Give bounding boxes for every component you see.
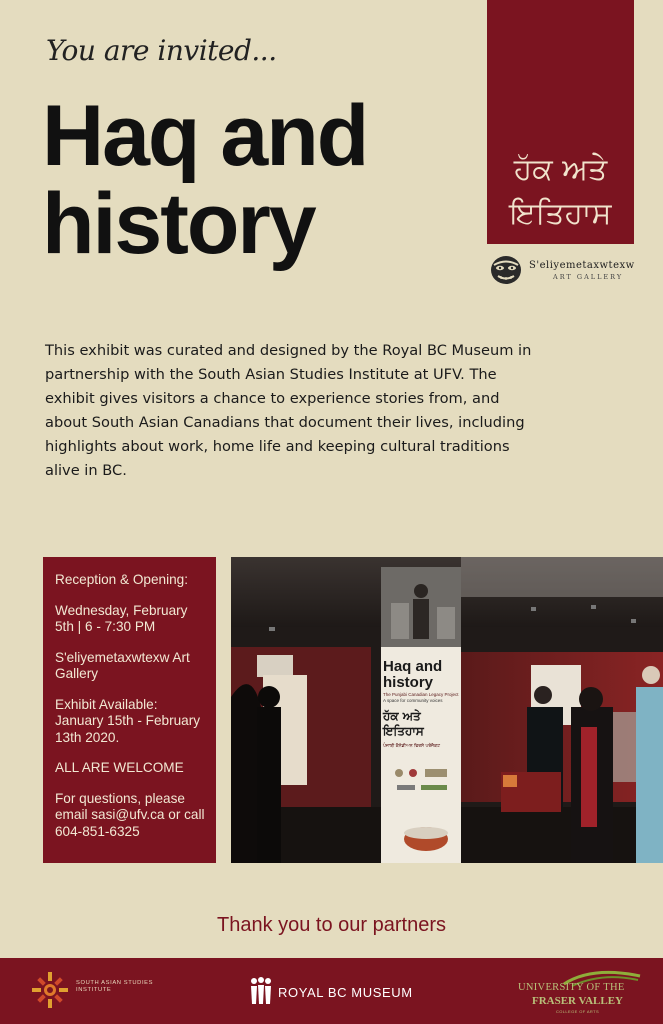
welcome-text: ALL ARE WELCOME [55,760,184,775]
gallery-logo [489,254,649,288]
banner-punjabi-1: ਹੱਕ ਅਤੇ [383,709,421,723]
gallery-name: S'eliyemetaxwtexw [529,260,635,271]
event-date: Wednesday, February 5th | 6 - 7:30 PM [55,602,188,634]
partners-heading: Thank you to our partners [216,914,446,936]
mask-icon [489,254,523,286]
exhibit-photo-scene [231,557,663,863]
sasi-name: SOUTH ASIAN STUDIES INSTITUTE [76,980,154,993]
gallery-sub: ART GALLERY [553,273,624,281]
exhibit-availability: Exhibit Available: January 15th - February 13th 2020. [55,696,201,745]
ufv-line-2: FRASER VALLEY [532,995,623,1007]
banner-sub-1: The Punjabi Canadian Legacy Project [383,692,459,697]
royal-bc-museum-logo [248,976,428,1008]
exhibit-photo [231,557,663,863]
banner-title-2: history [383,674,434,691]
banner-punjabi-2: ਇਤਿਹਾਸ [383,724,424,738]
contact-info: For questions, please email sasi@ufv.ca or call 604-851-6325 [55,790,205,839]
title-line-2: history [42,176,315,272]
banner-sub-2: A space for community voices [383,698,443,703]
punjabi-title [487,148,634,236]
punjabi-title-box [487,0,634,244]
partners-footer [0,958,663,1024]
event-info-box [43,557,216,863]
ufv-logo [518,968,658,1018]
invitation-heading: You are invited... [46,34,277,67]
banner-punjabi-sub: ਪੰਜਾਬੀ ਕੈਨੇਡੀਅਨ ਵਿਰਸੇ ਪਰੋਜੈਕਟ [383,744,441,749]
rbcm-name: ROYAL BC MUSEUM [278,985,413,1000]
reception-heading: Reception & Opening: [55,572,189,587]
sasi-mandala-icon [30,970,70,1010]
punjabi-title-line-1: ਹੱਕ ਅਤੇ [513,152,608,187]
ufv-line-3: COLLEGE OF ARTS [556,1009,600,1014]
banner-title-1: Haq and [383,658,443,675]
title-line-1: Haq and [42,88,368,184]
punjabi-title-line-2: ਇਤਿਹਾਸ [509,196,612,231]
exhibit-title [42,88,462,272]
figures-icon [248,976,274,1006]
ufv-line-1: UNIVERSITY OF THE [518,982,625,993]
exhibit-description: This exhibit was curated and designed by the Royal BC Museum in partnership with the South Asian Studies Institute at UFV. The exhibit gives visitors a chance to experience stories from, and about South Asian Canadians that document their lives, including highlights about work, home life and keeping cultural traditions alive in BC. [45,342,532,479]
event-venue: S'eliyemetaxwtexw Art Gallery [55,649,190,681]
sasi-logo [30,970,180,1014]
